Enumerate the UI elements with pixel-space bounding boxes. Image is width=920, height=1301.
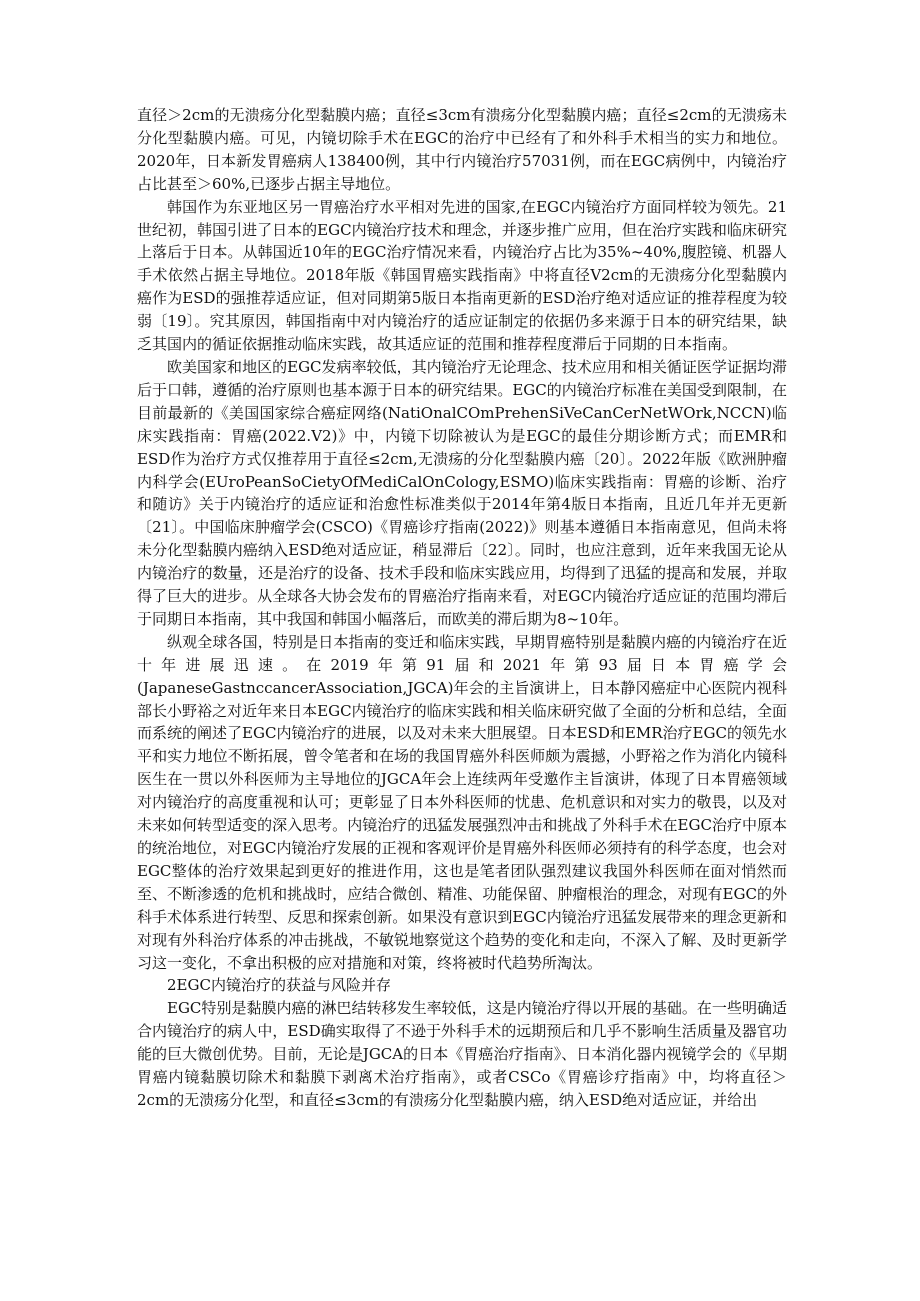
paragraph-europe-america: 欧美国家和地区的EGC发病率较低，其内镜治疗无论理念、技术应用和相关循证医学证据均滞后于口韩，遵循的治疗原则也基本源于日本的研究结果。EGC的内镜治疗标准在美国受到限制，在目前最新的《美国国家综合癌症网络(NatiOnalCOmPrehenSiVeCanCerNetWOrk,NCCN)临床实践指南：胃癌(2022.V2)》中，内镜下切除被认为是EGC的最佳分期诊断方式；而EMR和ESD作为治疗方式仅推荐用于直径≤2cm,无溃疡的分化型黏膜内癌〔20〕。2022年版《欧洲肿瘤内科学会(EUroPeanSoCietyOfMediCalOnCology,ESMO)临床实践指南：胃癌的诊断、治疗和随访》关于内镜治疗的适应证和治愈性标准类似于2014年第4版日本指南，且近几年并无更新〔21〕。中国临床肿瘤学会(CSCO)《胃癌诊疗指南(2022)》则基本遵循日本指南意见，但尚未将未分化型黏膜内癌纳入ESD绝对适应证，稍显滞后〔22〕。同时，也应注意到，近年来我国无论从内镜治疗的数量，还是治疗的设备、技术手段和临床实践应用，均得到了迅猛的提高和发展，并取得了巨大的进步。从全球各大协会发布的胃癌治疗指南来看，对EGC内镜治疗适应证的范围均滞后于同期日本指南，其中我国和韩国小幅落后，而欧美的滞后期为8~10年。 [137, 357, 787, 628]
paragraph-indications: 直径＞2cm的无溃疡分化型黏膜内癌；直径≤3cm有溃疡分化型黏膜内癌；直径≤2cm的无溃疡未分化型黏膜内癌。可见，内镜切除手术在EGC的治疗中已经有了和外科手术相当的实力和地位。2020年，日本新发胃癌病人138400例，其中行内镜治疗57031例，而在EGC病例中，内镜治疗占比甚至＞60%,已逐步占据主导地位。 [137, 106, 787, 193]
paragraph-benefits: EGC特别是黏膜内癌的淋巴结转移发生率较低，这是内镜治疗得以开展的基础。在一些明确适合内镜治疗的病人中，ESD确实取得了不逊于外科手术的远期预后和几乎不影响生活质量及器官功能的巨大微创优势。目前，无论是JGCA的日本《胃癌治疗指南》、日本消化器内视镜学会的《早期胃癌内镜黏膜切除术和黏膜下剥离术治疗指南》，或者CSCo《胃癌诊疗指南》中，均将直径＞2cm的无溃疡分化型，和直径≤3cm的有溃疡分化型黏膜内癌，纳入ESD绝对适应证，并给出 [137, 999, 787, 1109]
paragraph-global-overview: 纵观全球各国，特别是日本指南的变迁和临床实践，早期胃癌特别是黏膜内癌的内镜治疗在近十年进展迅速。在2019年第91届和2021年第93届日本胃癌学会(JapaneseGastnccancerAssociation,JGCA)年会的主旨演讲上，日本静冈癌症中心医院内视科部长小野裕之对近年来日本EGC内镜治疗的临床实践和相关临床研究做了全面的分析和总结，全面而系统的阐述了EGC内镜治疗的进展，以及对未来大胆展望。日本ESD和EMR治疗EGC的领先水平和实力地位不断拓展，曾令笔者和在场的我国胃癌外科医师颇为震撼，小野裕之作为消化内镜科医生在一贯以外科医师为主导地位的JGCA年会上连续两年受邀作主旨演讲，体现了日本胃癌领域对内镜治疗的高度重视和认可；更彰显了日本外科医师的忧患、危机意识和对实力的敬畏，以及对未来如何转型适变的深入思考。内镜治疗的迅猛发展强烈冲击和挑战了外科手术在EGC治疗中原本的统治地位，对EGC内镜治疗发展的正视和客观评价是胃癌外科医师必须持有的科学态度，也会对EGC整体的治疗效果起到更好的推进作用，这也是笔者团队强烈建议我国外科医师在面对悄然而至、不断渗透的危机和挑战时，应结合微创、精准、功能保留、肿瘤根治的理念，对现有EGC的外科手术体系进行转型、反思和探索创新。如果没有意识到EGC内镜治疗迅猛发展带来的理念更新和对现有外科治疗体系的冲击挑战，不敏锐地察觉这个趋势的变化和走向，不深入了解、及时更新学习这一变化，不拿出积极的应对措施和对策，终将被时代趋势所淘汰。 [137, 632, 787, 972]
document-page [137, 104, 787, 1112]
paragraph-korea: 韩国作为东亚地区另一胃癌治疗水平相对先进的国家,在EGC内镜治疗方面同样较为领先。21世纪初，韩国引进了日本的EGC内镜治疗技术和理念，并逐步推广应用，但在治疗实践和临床研究上落后于日本。从韩国近10年的EGC治疗情况来看，内镜治疗占比为35%~40%,腹腔镜、机器人手术依然占据主导地位。2018年版《韩国胃癌实践指南》中将直径V2cm的无溃疡分化型黏膜内癌作为ESD的强推荐适应证，但对同期第5版日本指南更新的ESD治疗绝对适应证的推荐程度为较弱〔19〕。究其原因，韩国指南中对内镜治疗的适应证制定的依据仍多来源于日本的研究结果，缺乏其国内的循证依据推动临床实践，故其适应证的范围和推荐程度滞后于同期的日本指南。 [137, 197, 787, 354]
section-heading: 2EGC内镜治疗的获益与风险并存 [167, 976, 391, 995]
